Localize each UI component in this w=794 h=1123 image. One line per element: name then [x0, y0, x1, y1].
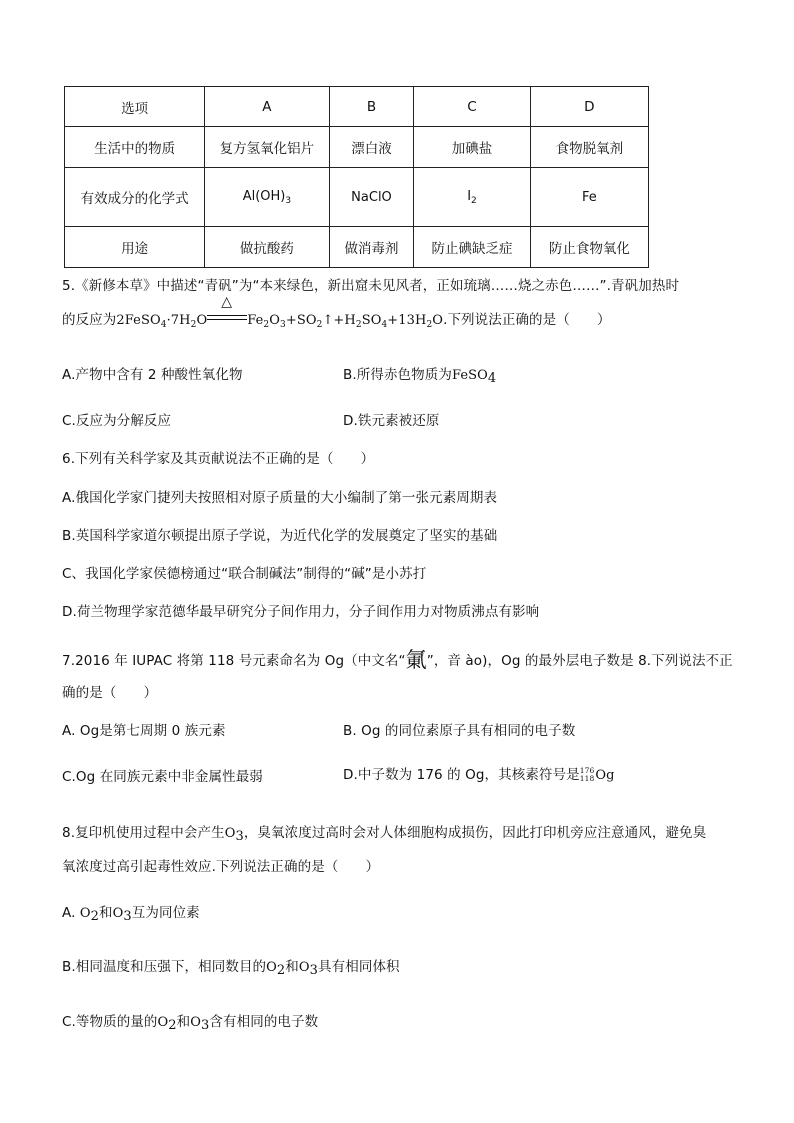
- table-cell: 用途: [65, 227, 205, 268]
- q5-option-d: D.铁元素被还原: [343, 413, 440, 429]
- table-cell: 防止食物氧化: [530, 227, 648, 268]
- table-header-cell: 选项: [65, 87, 205, 127]
- table-cell: 加碘盐: [414, 127, 530, 168]
- q5-stem-line2: 的反应为$2FeSO_4\cdot 7H_2O$ △ $Fe_2O_3+SO_2↑+H_2SO_4+13H_2O$.下列说法正确的是（ ）: [62, 294, 611, 330]
- q8-stem-line1: 8.复印机使用过程中会产生$O_3$，臭氧浓度过高时会对人体细胞构成损伤，因此打印机旁应注意通风，避免臭: [62, 825, 707, 844]
- table-header-cell: A: [205, 87, 329, 127]
- table-cell: $Al(OH)_3$: [205, 168, 329, 227]
- table-cell: $I_2$: [414, 168, 530, 227]
- q8-option-a: A. $O_2$和$O_3$互为同位素: [62, 905, 200, 924]
- q7-option-d: D.中子数为 176 的 Og，其核素符号是176 118Og: [343, 766, 615, 783]
- q6-option-b: B.英国科学家道尔顿提出原子学说，为近代化学的发展奠定了坚实的基础: [62, 528, 498, 544]
- nuclide-notation: 176 118: [579, 766, 595, 783]
- q6-option-a: A.俄国化学家门捷列夫按照相对原子质量的大小编制了第一张元素周期表: [62, 490, 498, 506]
- q8-option-c: C.等物质的量的$O_2$和$O_3$含有相同的电子数: [62, 1014, 319, 1033]
- table-cell: 防止碘缺乏症: [414, 227, 530, 268]
- q8-option-b: B.相同温度和压强下，相同数目的$O_2$和$O_3$具有相同体积: [62, 959, 400, 978]
- table-cell: Fe: [530, 168, 648, 227]
- table-row: [65, 168, 649, 227]
- og-chinese-name: 氭: [405, 648, 427, 672]
- table-header-row: [65, 87, 649, 127]
- q7-stem-line2: 确的是（ ）: [62, 685, 158, 701]
- table-cell: NaClO: [329, 168, 414, 227]
- q8-stem-line2: 氧浓度过高引起毒性效应.下列说法正确的是（ ）: [62, 859, 380, 875]
- q5-option-a: A.产物中含有 2 种酸性氧化物: [62, 367, 243, 383]
- table-cell: 做消毒剂: [329, 227, 414, 268]
- table-cell: 有效成分的化学式: [65, 168, 205, 227]
- options-table: [64, 86, 649, 268]
- q7-stem-line1: 7.2016 年 IUPAC 将第 118 号元素命名为 Og（中文名“氭”，音 ào)，Og 的最外层电子数是 8.下列说法不正: [62, 648, 733, 672]
- q5-option-b: B.所得赤色物质为FeSO$_4$: [343, 367, 497, 386]
- table-cell: 生活中的物质: [65, 127, 205, 168]
- q6-option-c: C、我国化学家侯德榜通过“联合制碱法”制得的“碱”是小苏打: [62, 566, 427, 582]
- q7-option-a: A. Og是第七周期 0 族元素: [62, 723, 226, 739]
- q6-option-d: D.荷兰物理学家范德华最早研究分子间作用力，分子间作用力对物质沸点有影响: [62, 604, 540, 620]
- q7-option-b: B. Og 的同位素原子具有相同的电子数: [343, 723, 576, 739]
- q5-stem-line1: 5.《新修本草》中描述“青矾”为“本来绿色，新出窟未见风者，正如琉璃……烧之赤色……”.青矾加热时: [62, 278, 680, 294]
- table-header-cell: C: [414, 87, 530, 127]
- table-cell: 漂白液: [329, 127, 414, 168]
- table-cell: 食物脱氧剂: [530, 127, 648, 168]
- table-header-cell: B: [329, 87, 414, 127]
- table-cell: 做抗酸药: [205, 227, 329, 268]
- q7-option-c: C.Og 在同族元素中非金属性最弱: [62, 769, 263, 785]
- q6-stem: 6.下列有关科学家及其贡献说法不正确的是（ ）: [62, 451, 375, 467]
- q5-option-c: C.反应为分解反应: [62, 413, 172, 429]
- table-row: [65, 127, 649, 168]
- table-header-cell: D: [530, 87, 648, 127]
- q5-equation: $2FeSO_4\cdot 7H_2O$ △ $Fe_2O_3+SO_2↑+H_2SO_4+13H_2O$: [116, 294, 444, 330]
- table-row: [65, 227, 649, 268]
- table-cell: 复方氢氧化铝片: [205, 127, 329, 168]
- heating-equals-sign: △: [207, 310, 247, 326]
